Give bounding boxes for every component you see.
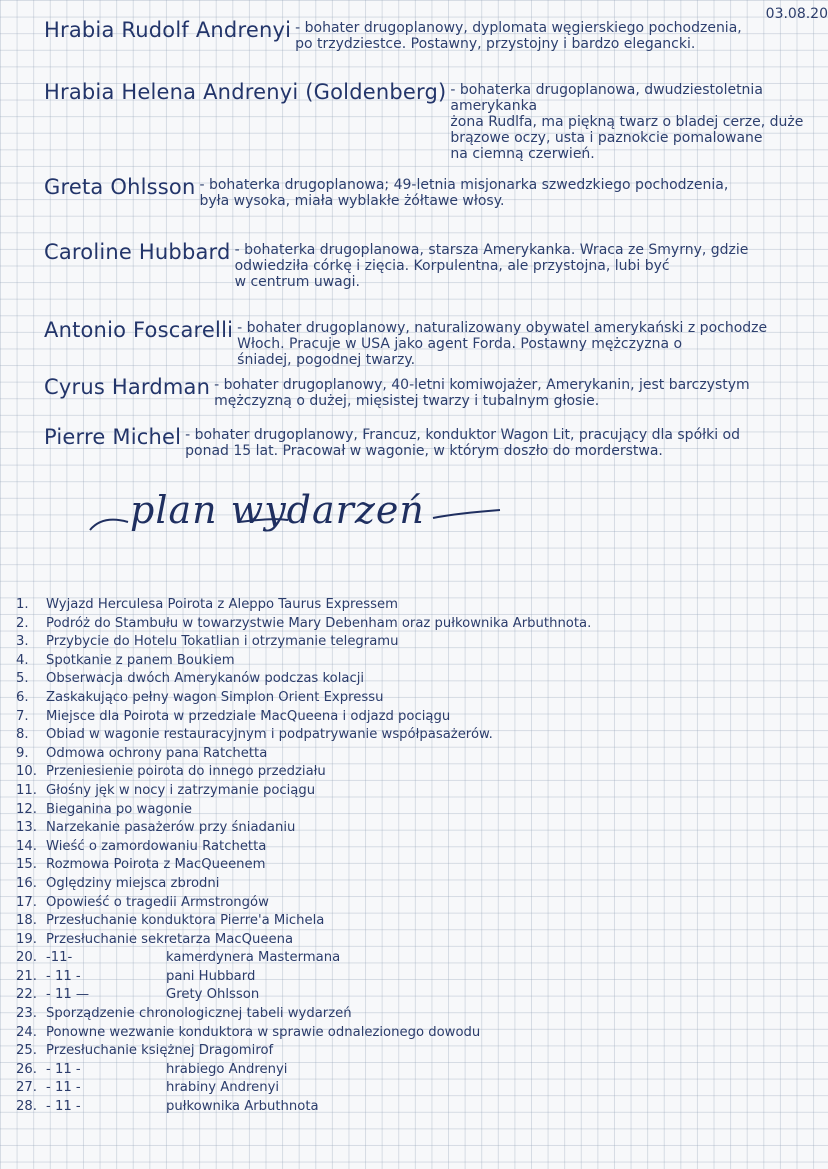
ditto-mark: -11- [46,950,73,966]
event-item [16,838,828,857]
event-item [16,689,828,708]
event-item [16,596,828,615]
event-text: Wyjazd Herculesa Poirota z Aleppo Taurus Expressem [46,597,398,612]
event-text: Obiad w wagonie restauracyjnym i podpatrywanie współpasażerów. [46,727,493,743]
event-text: Rozmowa Poirota z MacQueenem [46,857,266,873]
event-number: 4. [16,652,29,668]
ditto-mark: - 11 - [46,968,81,984]
event-number: 28. [16,1099,37,1115]
event-item [16,986,828,1005]
character-name: Hrabia Helena Andrenyi (Goldenberg) [44,80,447,104]
event-text: Sporządzenie chronologicznej tabeli wydarzeń [46,1006,352,1022]
event-number: 22. [16,987,37,1003]
ditto-mark: - 11 — [46,987,90,1003]
event-number: 1. [16,597,29,612]
character-description: - bohater drugoplanowy, dyplomata węgierskiego pochodzenia, po trzydziestce. Postawny, przystojny i bardzo elegancki. [295,20,742,52]
event-text: hrabiny Andrenyi [166,1080,280,1096]
event-number: 3. [16,634,29,650]
event-number: 11. [16,782,37,798]
event-text: Podróż do Stambułu w towarzystwie Mary Debenham oraz pułkownika Arbuthnota. [46,615,592,631]
event-text: Oględziny miejsca zbrodni [46,875,220,891]
event-number: 16. [16,875,37,891]
event-number: 26. [16,1061,37,1077]
events-list [16,596,828,1117]
plan-heading [88,480,508,550]
ditto-mark: - 11 - [46,1080,81,1096]
event-item [16,1042,828,1061]
character-description: - bohaterka drugoplanowa, starsza Amerykanka. Wraca ze Smyrny, gdzie odwiedziła córkę i zięcia. Korpulentna, ale przystojna, lubi być w centrum uwagi. [234,242,749,290]
event-number: 25. [16,1043,37,1059]
event-number: 20. [16,950,37,966]
character-name: Pierre Michel [44,425,182,449]
event-text: Ponowne wezwanie konduktora w sprawie odnalezionego dowodu [46,1024,481,1040]
event-number: 13. [16,820,37,836]
event-text: Przeniesienie poirota do innego przedziału [46,764,326,780]
event-number: 2. [16,615,29,631]
event-item [16,670,828,689]
event-text: Narzekanie pasażerów przy śniadaniu [46,820,296,836]
character-name: Antonio Foscarelli [44,318,234,342]
event-item [16,726,828,745]
event-item [16,782,828,801]
event-item [16,763,828,782]
character-entry [44,18,828,52]
event-item [16,1098,828,1117]
character-entry [44,240,828,290]
event-item [16,1005,828,1024]
event-item [16,1061,828,1080]
character-description: - bohaterka drugoplanowa, dwudziestoletnia amerykanka żona Rudlfa, ma piękną twarz o bladej cerze, duże brązowe oczy, usta i paznokcie pomalowane na ciemną czerwień. [450,82,804,162]
event-text: Przesłuchanie sekretarza MacQueena [46,931,294,947]
character-description: - bohater drugoplanowy, naturalizowany obywatel amerykański z pochodze Włoch. Pracuje w USA jako agent Forda. Postawny mężczyzna o śniadej, pogodnej twarzy. [237,320,768,368]
event-number: 7. [16,708,29,724]
event-text: Grety Ohlsson [166,987,260,1003]
event-number: 10. [16,764,37,780]
event-number: 17. [16,894,37,910]
event-item [16,745,828,764]
event-item [16,856,828,875]
event-text: pani Hubbard [166,968,256,984]
event-item [16,801,828,820]
event-number: 14. [16,838,37,854]
event-text: Bieganina po wagonie [46,801,193,817]
character-entry [44,175,828,209]
character-entry [44,80,828,162]
event-text: Obserwacja dwóch Amerykanów podczas kolacji [46,671,365,687]
event-text: Miejsce dla Poirota w przedziale MacQueena i odjazd pociągu [46,708,451,724]
event-text: Przesłuchanie konduktora Pierre'a Michela [46,913,325,929]
event-item [16,912,828,931]
event-item [16,894,828,913]
ditto-mark: - 11 - [46,1099,81,1115]
event-text: Wieść o zamordowaniu Ratchetta [46,838,267,854]
character-description: - bohater drugoplanowy, Francuz, konduktor Wagon Lit, pracujący dla spółki od ponad 15 lat. Pracował w wagonie, w którym doszło do morderstwa. [185,427,741,459]
character-name: Caroline Hubbard [44,240,231,264]
character-entry [44,318,828,368]
event-item [16,875,828,894]
event-text: Głośny jęk w nocy i zatrzymanie pociągu [46,782,316,798]
character-description: - bohater drugoplanowy, 40-letni komiwojażer, Amerykanin, jest barczystym mężczyzną o dużej, mięsistej twarzy i tubalnym głosie. [214,377,750,409]
event-text: pułkownika Arbuthnota [166,1099,319,1115]
event-item [16,708,828,727]
character-entry [44,425,828,459]
event-item [16,652,828,671]
event-number: 9. [16,745,29,761]
event-item [16,633,828,652]
event-number: 27. [16,1080,37,1096]
event-text: Przesłuchanie księżnej Dragomirof [46,1043,274,1059]
event-item [16,1024,828,1043]
event-item [16,949,828,968]
event-number: 19. [16,931,37,947]
date: 03.08.20 [765,6,828,22]
event-text: Opowieść o tragedii Armstrongów [46,894,269,910]
event-item [16,1079,828,1098]
event-item [16,819,828,838]
event-text: kamerdynera Mastermana [166,950,341,966]
event-text: Spotkanie z panem Boukiem [46,652,235,668]
character-entry [44,375,828,409]
event-number: 23. [16,1006,37,1022]
event-number: 15. [16,857,37,873]
event-number: 12. [16,801,37,817]
event-text: Zaskakująco pełny wagon Simplon Orient Expressu [46,689,384,705]
event-number: 5. [16,671,29,687]
character-name: Hrabia Rudolf Andrenyi [44,18,292,42]
event-number: 6. [16,689,29,705]
ditto-mark: - 11 - [46,1061,81,1077]
event-item [16,931,828,950]
character-name: Cyrus Hardman [44,375,211,399]
event-number: 8. [16,727,29,743]
event-text: Odmowa ochrony pana Ratchetta [46,745,268,761]
event-number: 18. [16,913,37,929]
character-name: Greta Ohlsson [44,175,196,199]
event-text: hrabiego Andrenyi [166,1061,288,1077]
event-item [16,968,828,987]
event-number: 21. [16,968,37,984]
plan-title: plan wydarzeń [130,488,425,532]
character-description: - bohaterka drugoplanowa; 49-letnia misjonarka szwedzkiego pochodzenia, była wysoka, miała wyblakłe żółtawe włosy. [199,177,729,209]
event-item [16,615,828,634]
event-text: Przybycie do Hotelu Tokatlian i otrzymanie telegramu [46,634,399,650]
event-number: 24. [16,1024,37,1040]
